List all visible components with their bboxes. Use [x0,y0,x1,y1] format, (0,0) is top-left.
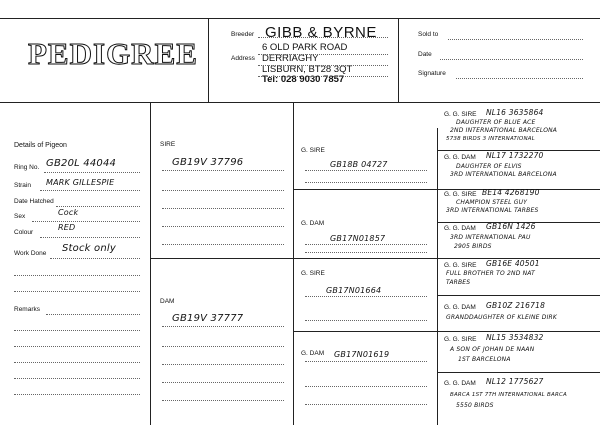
gg-row-7 [437,372,600,373]
gdam-2-dotted-line [305,361,427,362]
gdam-2-extra-line-1 [305,386,427,387]
gsire-1-value[interactable]: GB18B 04727 [330,160,388,169]
sire-extra-line-3 [162,226,284,227]
gsire-2-value[interactable]: GB17N01664 [326,286,382,295]
gg-3-note-2: 3RD INTERNATIONAL TARBES [446,207,539,214]
header-divider-2 [398,18,399,102]
gdam-1-dotted-line [305,244,427,245]
gdam-2-value[interactable]: GB17N01619 [334,350,390,359]
gg-2-note-1: DAUGHTER OF ELVIS [456,163,522,170]
dam-extra-line-2 [162,364,284,365]
col-divider-2 [293,102,294,425]
address-line-2: DERRIAGHY [262,53,319,64]
sire-extra-line-2 [162,208,284,209]
gg-2-ring[interactable]: NL17 1732270 [486,151,544,160]
gg-4-note-2: 2905 BIRDS [454,243,492,250]
strain-label: Strain [14,182,31,189]
gg-4-label: G. G. DAM [444,225,476,232]
colour-label: Colour [14,229,34,236]
gg-3-note-1: CHAMPION STEEL GUY [456,199,528,206]
gg-4-ring[interactable]: GB16N 1426 [486,222,536,231]
gg-1-note-2: 2ND INTERNATIONAL BARCELONA [450,127,558,134]
gg-2-note-2: 3RD INTERNATIONAL BARCELONA [450,171,557,178]
gsire-2-dotted-line [305,296,427,297]
remarks-line-3 [14,346,140,347]
gg-7-note-1: A SON OF JOHAN DE NAAN [450,346,535,353]
col-divider-1 [150,102,151,425]
row-mid-col-3 [293,258,437,259]
gsire-2-extra-line [305,320,427,321]
top-border [0,18,600,19]
row-mid-cols-2 [150,258,293,259]
gg-5-note-1: FULL BROTHER TO 2ND NAT [446,270,536,277]
gg-8-note-1: BARCA 1ST 7TH INTERNATIONAL BARCA [450,392,567,398]
sold-to-label: Sold to [418,31,439,38]
gg-2-label: G. G. DAM [444,154,476,161]
date-label: Date [418,51,432,58]
gg-8-ring[interactable]: NL12 1775627 [486,377,544,386]
work-done-dotted-line [50,258,140,259]
work-extra-line-2 [14,291,140,292]
work-extra-line-1 [14,275,140,276]
gg-8-note-2: 5550 BIRDS [456,402,494,409]
gg-5-label: G. G. SIRE [444,262,477,269]
gg-1-ring[interactable]: NL16 3635864 [486,108,544,117]
gg-4-note-1: 3RD INTERNATIONAL PAU [450,234,531,241]
gg-6-ring[interactable]: GB10Z 216718 [486,301,546,310]
remarks-line-6 [14,394,140,395]
breeder-dotted-line [258,37,388,38]
gg-3-ring[interactable]: BE14 4268190 [482,188,540,197]
sire-dotted-line [162,170,284,171]
breeder-label: Breeder [231,31,255,38]
row-q3-col-3 [293,331,437,332]
date-hatched-dotted-line [56,206,140,207]
work-done-value[interactable]: Stock only [62,243,117,254]
gdam-1-value[interactable]: GB17N01857 [330,234,386,243]
page-title: PEDIGREE [28,36,198,71]
gdam-2-label: G. DAM [301,350,325,357]
sex-dotted-line [32,221,140,222]
gg-8-label: G. G. DAM [444,380,476,387]
gg-7-ring[interactable]: NL15 3534832 [486,333,544,342]
remarks-line-5 [14,378,140,379]
col-divider-3 [437,128,438,425]
strain-dotted-line [40,190,140,191]
address-line-1: 6 OLD PARK ROAD [262,42,348,53]
remarks-line-2 [14,330,140,331]
ring-dotted-line [44,172,140,173]
remarks-label: Remarks [14,306,41,313]
remarks-line-1 [46,314,140,315]
sold-to-field[interactable] [448,39,583,40]
sire-extra-line-1 [162,190,284,191]
sex-value[interactable]: Cock [58,208,79,217]
dam-label: DAM [160,298,175,305]
strain-value[interactable]: MARK GILLESPIE [46,178,115,187]
gg-3-label: G. G. SIRE [444,191,477,198]
gg-5-note-2: TARBES [446,279,471,286]
address-line-3: LISBURN, BT28 3QT [262,64,353,75]
gsire-1-dotted-line [305,170,427,171]
gdam-1-label: G. DAM [301,220,325,227]
sex-label: Sex [14,213,26,220]
dam-extra-line-1 [162,346,284,347]
date-hatched-label: Date Hatched [14,198,54,205]
dam-dotted-line [162,326,284,327]
dam-extra-line-4 [162,400,284,401]
sire-extra-line-4 [162,244,284,245]
gsire-2-label: G. SIRE [301,270,325,277]
sire-ring-value[interactable]: GB19V 37796 [172,157,244,168]
address-dotted-line-2 [258,65,388,66]
colour-dotted-line [40,237,140,238]
gg-1-note-1: DAUGHTER OF BLUE ACE [456,119,536,126]
header-bottom-border [0,102,600,103]
remarks-line-4 [14,362,140,363]
ring-value[interactable]: GB20L 44044 [46,158,117,169]
sire-label: SIRE [160,141,176,148]
breeder-name: GIBB & BYRNE [265,24,377,41]
address-dotted-line-3 [258,76,388,77]
gg-5-ring[interactable]: GB16E 40501 [486,259,540,268]
signature-label: Signature [418,70,446,77]
gg-6-label: G. G. DAM [444,304,476,311]
row-q1-col-3 [293,189,437,190]
address-dotted-line-1 [258,54,388,55]
colour-value[interactable]: RED [58,223,76,232]
gg-1-note-3: 5738 BIRDS 3 INTERNATIONAL [446,136,536,142]
gsire-1-extra-line [305,182,427,183]
gg-7-label: G. G. SIRE [444,336,477,343]
gg-row-5 [437,295,600,296]
gg-7-note-2: 1ST BARCELONA [458,356,511,363]
gdam-2-extra-line-2 [305,404,427,405]
gg-6-note-1: GRANDDAUGHTER OF KLEINE DIRK [446,314,558,321]
dam-ring-value[interactable]: GB19V 37777 [172,313,244,324]
telephone: Tel: 028 9030 7857 [262,74,345,85]
gsire-1-label: G. SIRE [301,147,325,154]
gg-row-6 [437,331,600,332]
dam-extra-line-3 [162,382,284,383]
gg-1-label: G. G. SIRE [444,111,477,118]
ring-label: Ring No. [14,164,40,171]
gdam-1-extra-line [305,252,427,253]
header-divider-1 [208,18,209,102]
signature-field[interactable] [456,78,583,79]
details-section-label: Details of Pigeon [14,142,67,149]
date-field[interactable] [440,59,583,60]
address-label: Address [231,55,255,62]
work-done-label: Work Done [14,250,47,257]
